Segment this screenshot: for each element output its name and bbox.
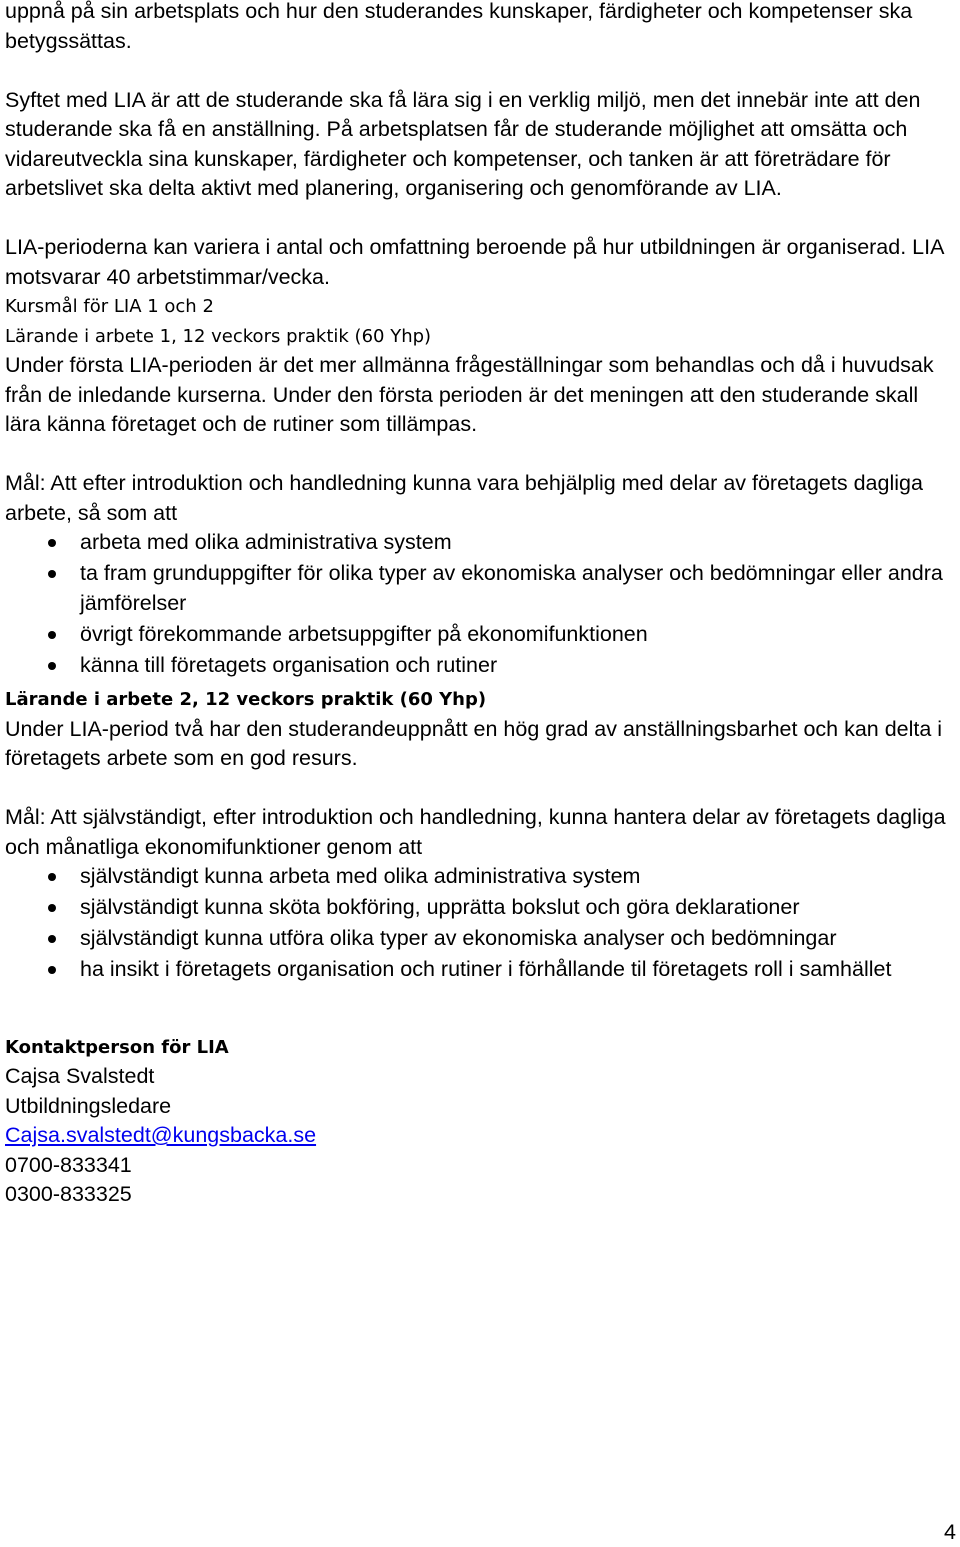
list-item	[5, 955, 955, 985]
document-page	[5, 0, 955, 1210]
list-item	[5, 559, 955, 618]
list-item-text: ha insikt i företagets organisation och rutiner i förhållande til företagets roll i samhället	[80, 957, 892, 981]
contact-name: Cajsa Svalstedt	[5, 1064, 155, 1088]
bullet-icon	[48, 662, 56, 670]
contact-heading: Kontaktperson för LIA	[5, 1036, 229, 1058]
intro-paragraph-2: Syftet med LIA är att de studerande ska få lära sig i en verklig miljö, men det innebär inte att den studerande ska få en anställning. På arbetsplatsen får de studerande möjlighet att omsätta och vidareutveckla sina kunskaper, färdigheter och kompetenser, och tanken är att företrädare för arbetslivet ska delta aktivt med planering, organisering och genomförande av LIA.	[5, 87, 921, 200]
contact-title: Utbildningsledare	[5, 1093, 172, 1118]
list-item-text: självständigt kunna arbeta med olika administrativa system	[80, 864, 641, 888]
lia1-heading: Lärande i arbete 1, 12 veckors praktik (60 Yhp)	[5, 325, 432, 347]
list-item-text: ta fram grunduppgifter för olika typer av ekonomiska analyser och bedömningar eller andra jämförelser	[80, 561, 943, 615]
list-item-text: arbeta med olika administrativa system	[80, 530, 452, 554]
intro-paragraph-3: LIA-perioderna kan variera i antal och omfattning beroende på hur utbildningen är organiserad. LIA motsvarar 40 arbetstimmar/vecka.	[5, 235, 944, 289]
lia2-heading: Lärande i arbete 2, 12 veckors praktik (60 Yhp)	[5, 689, 487, 710]
page-number: 4	[944, 1520, 956, 1544]
bullet-icon	[48, 570, 56, 578]
bullet-icon	[48, 966, 56, 974]
list-item	[5, 862, 955, 892]
contact-email-link[interactable]: Cajsa.svalstedt@kungsbacka.se	[5, 1123, 317, 1147]
list-item	[5, 620, 955, 650]
list-item-text: självständigt kunna utföra olika typer av ekonomiska analyser och bedömningar	[80, 926, 837, 950]
lia1-goal-list	[5, 528, 955, 680]
bullet-icon	[48, 904, 56, 912]
list-item	[5, 893, 955, 923]
lia2-goal-list	[5, 862, 955, 985]
lia1-description: Under första LIA-perioden är det mer allmänna frågeställningar som behandlas och då i huvudsak från de inledande kurserna. Under den första perioden är det meningen att den studerande skall lära känna företaget och de rutiner som tillämpas.	[5, 353, 934, 436]
contact-phone-2: 0300-833325	[5, 1182, 132, 1206]
list-item-text: känna till företagets organisation och rutiner	[80, 652, 498, 677]
bullet-icon	[48, 539, 56, 547]
lia1-goal-intro: Mål: Att efter introduktion och handledning kunna vara behjälplig med delar av företagets dagliga arbete, så som att	[5, 471, 923, 525]
list-item	[5, 651, 955, 681]
list-item	[5, 924, 955, 954]
list-item-text: självständigt kunna sköta bokföring, upprätta bokslut och göra deklarationer	[80, 895, 800, 919]
intro-paragraph-1: uppnå på sin arbetsplats och hur den studerandes kunskaper, färdigheter och kompetenser ska betygssättas.	[5, 0, 913, 53]
bullet-icon	[48, 873, 56, 881]
course-goals-heading: Kursmål för LIA 1 och 2	[5, 296, 214, 317]
contact-phone-1: 0700-833341	[5, 1152, 132, 1177]
lia2-description: Under LIA-period två har den studerandeuppnått en hög grad av anställningsbarhet och kan delta i företagets arbete som en god resurs.	[5, 716, 943, 770]
bullet-icon	[48, 631, 56, 639]
list-item	[5, 528, 955, 558]
lia2-goal-intro: Mål: Att självständigt, efter introduktion och handledning, kunna hantera delar av företagets dagliga och månatliga ekonomifunktioner genom att	[5, 805, 946, 859]
contact-email-line	[5, 1121, 955, 1151]
list-item-text: övrigt förekommande arbetsuppgifter på ekonomifunktionen	[80, 621, 648, 646]
bullet-icon	[48, 935, 56, 943]
